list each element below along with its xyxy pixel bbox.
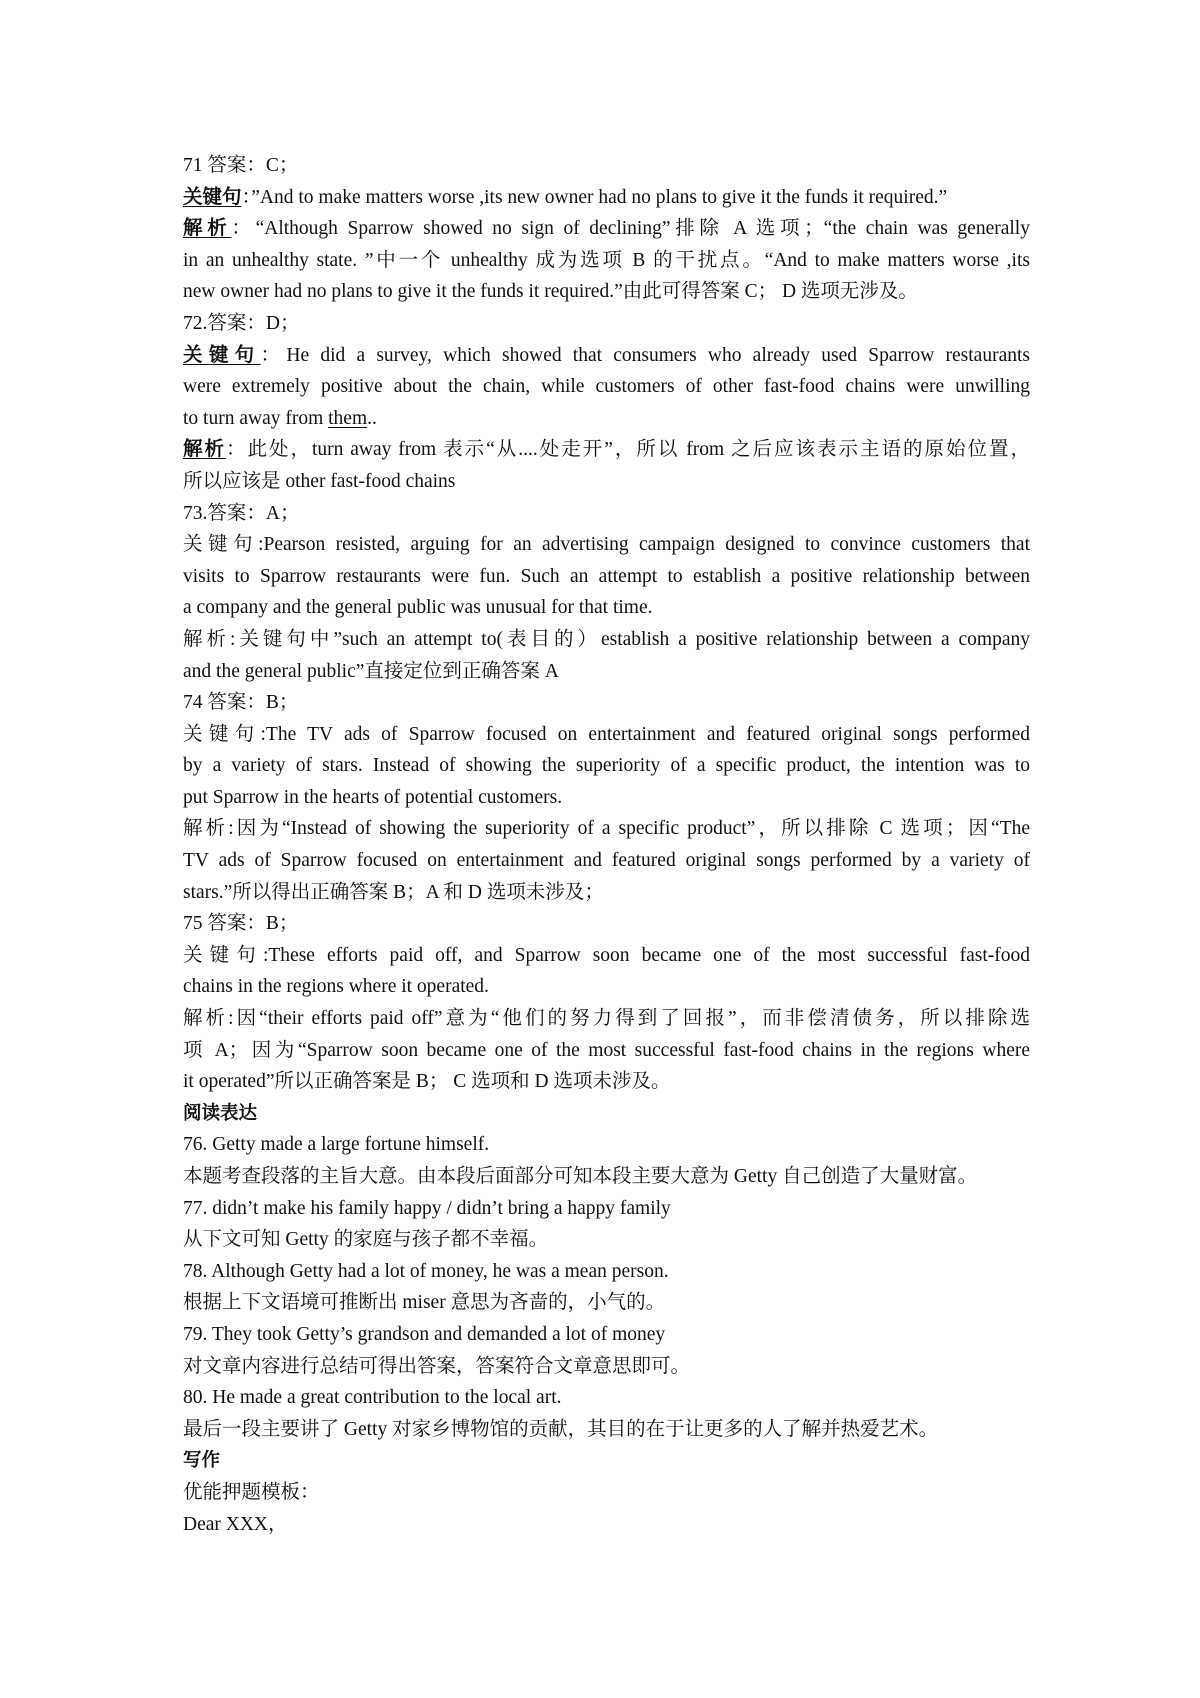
q73-key-line-3: a company and the general public was unusual for that time. — [183, 597, 653, 619]
q77-answer: 77. didn’t make his family happy / didn’t bring a happy family — [183, 1197, 671, 1219]
q72-key-text-1: ：He did a survey, which showed that consumers who already used Sparrow restaurants — [260, 344, 1030, 366]
q73-answer: 73.答案：A； — [183, 502, 300, 524]
q75-analysis-line-1: 解析:因“their efforts paid off”意为“他们的努力得到了回报”，而非偿清债务，所以排除选 — [183, 1008, 1030, 1030]
q71-analysis-line-3: new owner had no plans to give it the funds it required.”由此可得答案 C； D 选项无涉及。 — [183, 281, 918, 303]
q72-key-line-3 — [183, 403, 1030, 435]
q80-note: 最后一段主要讲了 Getty 对家乡博物馆的贡献，其目的在于让更多的人了解并热爱艺术。 — [183, 1418, 939, 1440]
q76-note: 本题考查段落的主旨大意。由本段后面部分可知本段主要大意为 Getty 自己创造了大量财富。 — [183, 1166, 978, 1187]
q78-note: 根据上下文语境可推断出 miser 意思为吝啬的，小气的。 — [183, 1292, 666, 1314]
q75-key-line-1: 关键句:These efforts paid off, and Sparrow soon became one of the most successful fast-food — [183, 944, 1030, 966]
q75-analysis-line-3: it operated”所以正确答案是 B； C 选项和 D 选项未涉及。 — [183, 1071, 671, 1093]
q74-analysis-line-1: 解析:因为“Instead of showing the superiority of a specific product”，所以排除 C 选项；因“The — [183, 818, 1030, 840]
writing-heading: 写作 — [183, 1450, 221, 1472]
q73-key-line-1: 关键句:Pearson resisted, arguing for an advertising campaign designed to convince customers that — [183, 534, 1030, 556]
q72-analysis-line-1 — [183, 434, 1030, 466]
q73-key-line-2: visits to Sparrow restaurants were fun. Such an attempt to establish a positive relationship between — [183, 565, 1030, 587]
q72-analysis-label: 解析 — [183, 439, 226, 461]
q74-answer: 74 答案：B； — [183, 692, 299, 714]
q78-answer: 78. Although Getty had a lot of money, he was a mean person. — [183, 1260, 669, 1282]
q72-key-line-2: were extremely positive about the chain, while customers of other fast-food chains were unwilling — [183, 376, 1030, 398]
q71-key-sentence — [183, 182, 1030, 214]
q71-key-text: ”And to make matters worse ,its new owner had no plans to give it the funds it required.” — [251, 186, 948, 208]
writing-salutation: Dear XXX， — [183, 1513, 288, 1535]
q72-key-text-3a: to turn away from — [183, 407, 329, 429]
q71-analysis-line-2: in an unhealthy state. ”中一个 unhealthy 成为选项 B 的干扰点。“And to make matters worse ,its — [183, 249, 1030, 271]
q75-analysis-line-2: 项 A；因为“Sparrow soon became one of the most successful fast-food chains in the regions where — [183, 1039, 1030, 1061]
q74-key-line-2: by a variety of stars. Instead of showing the superiority of a specific product, the intention was to — [183, 755, 1030, 777]
q72-analysis-line-2: 所以应该是 other fast-food chains — [183, 470, 456, 492]
q73-analysis-line-2: and the general public”直接定位到正确答案 A — [183, 660, 559, 682]
writing-template-label: 优能押题模板： — [183, 1481, 320, 1503]
q72-analysis-text-1: ：此处，turn away from 表示“从....处走开”，所以 from 之后应该表示主语的原始位置， — [226, 439, 1030, 461]
q75-key-line-2: chains in the regions where it operated. — [183, 976, 489, 998]
q74-analysis-line-3: stars.”所以得出正确答案 B；A 和 D 选项未涉及； — [183, 881, 604, 903]
q72-answer: 72.答案：D； — [183, 312, 300, 334]
q71-analysis-label: 解析 — [183, 218, 232, 240]
q71-answer: 71 答案：C； — [183, 155, 299, 176]
q80-answer: 80. He made a great contribution to the local art. — [183, 1387, 562, 1409]
q71-analysis-text-1: ：“Although Sparrow showed no sign of declining”排除 A 选项；“the chain was generally — [231, 218, 1030, 240]
q71-key-label: 关键句 — [183, 186, 242, 208]
q74-analysis-line-2: TV ads of Sparrow focused on entertainment and featured original songs performed by a variety of — [183, 850, 1030, 872]
q74-key-line-1: 关键句:The TV ads of Sparrow focused on entertainment and featured original songs performed — [183, 723, 1030, 745]
q72-key-text-3b: .. — [367, 407, 377, 429]
q71-key-colon: ： — [241, 186, 252, 208]
q77-note: 从下文可知 Getty 的家庭与孩子都不幸福。 — [183, 1229, 549, 1251]
q73-analysis-line-1: 解析:关键句中”such an attempt to(表目的）establish a positive relationship between a company — [183, 628, 1030, 650]
q72-key-line-1 — [183, 340, 1030, 372]
q72-key-underlined-word: them — [328, 407, 368, 429]
q79-note: 对文章内容进行总结可得出答案，答案符合文章意思即可。 — [183, 1355, 691, 1377]
q79-answer: 79. They took Getty’s grandson and demanded a lot of money — [183, 1323, 666, 1345]
q71-analysis-line-1 — [183, 213, 1030, 245]
q76-answer: 76. Getty made a large fortune himself. — [183, 1134, 490, 1156]
answer-document — [183, 150, 1030, 1540]
q72-key-label: 关键句 — [183, 344, 261, 366]
reading-expression-heading: 阅读表达 — [183, 1102, 258, 1124]
q75-answer: 75 答案：B； — [183, 913, 299, 935]
q74-key-line-3: put Sparrow in the hearts of potential customers. — [183, 786, 563, 808]
